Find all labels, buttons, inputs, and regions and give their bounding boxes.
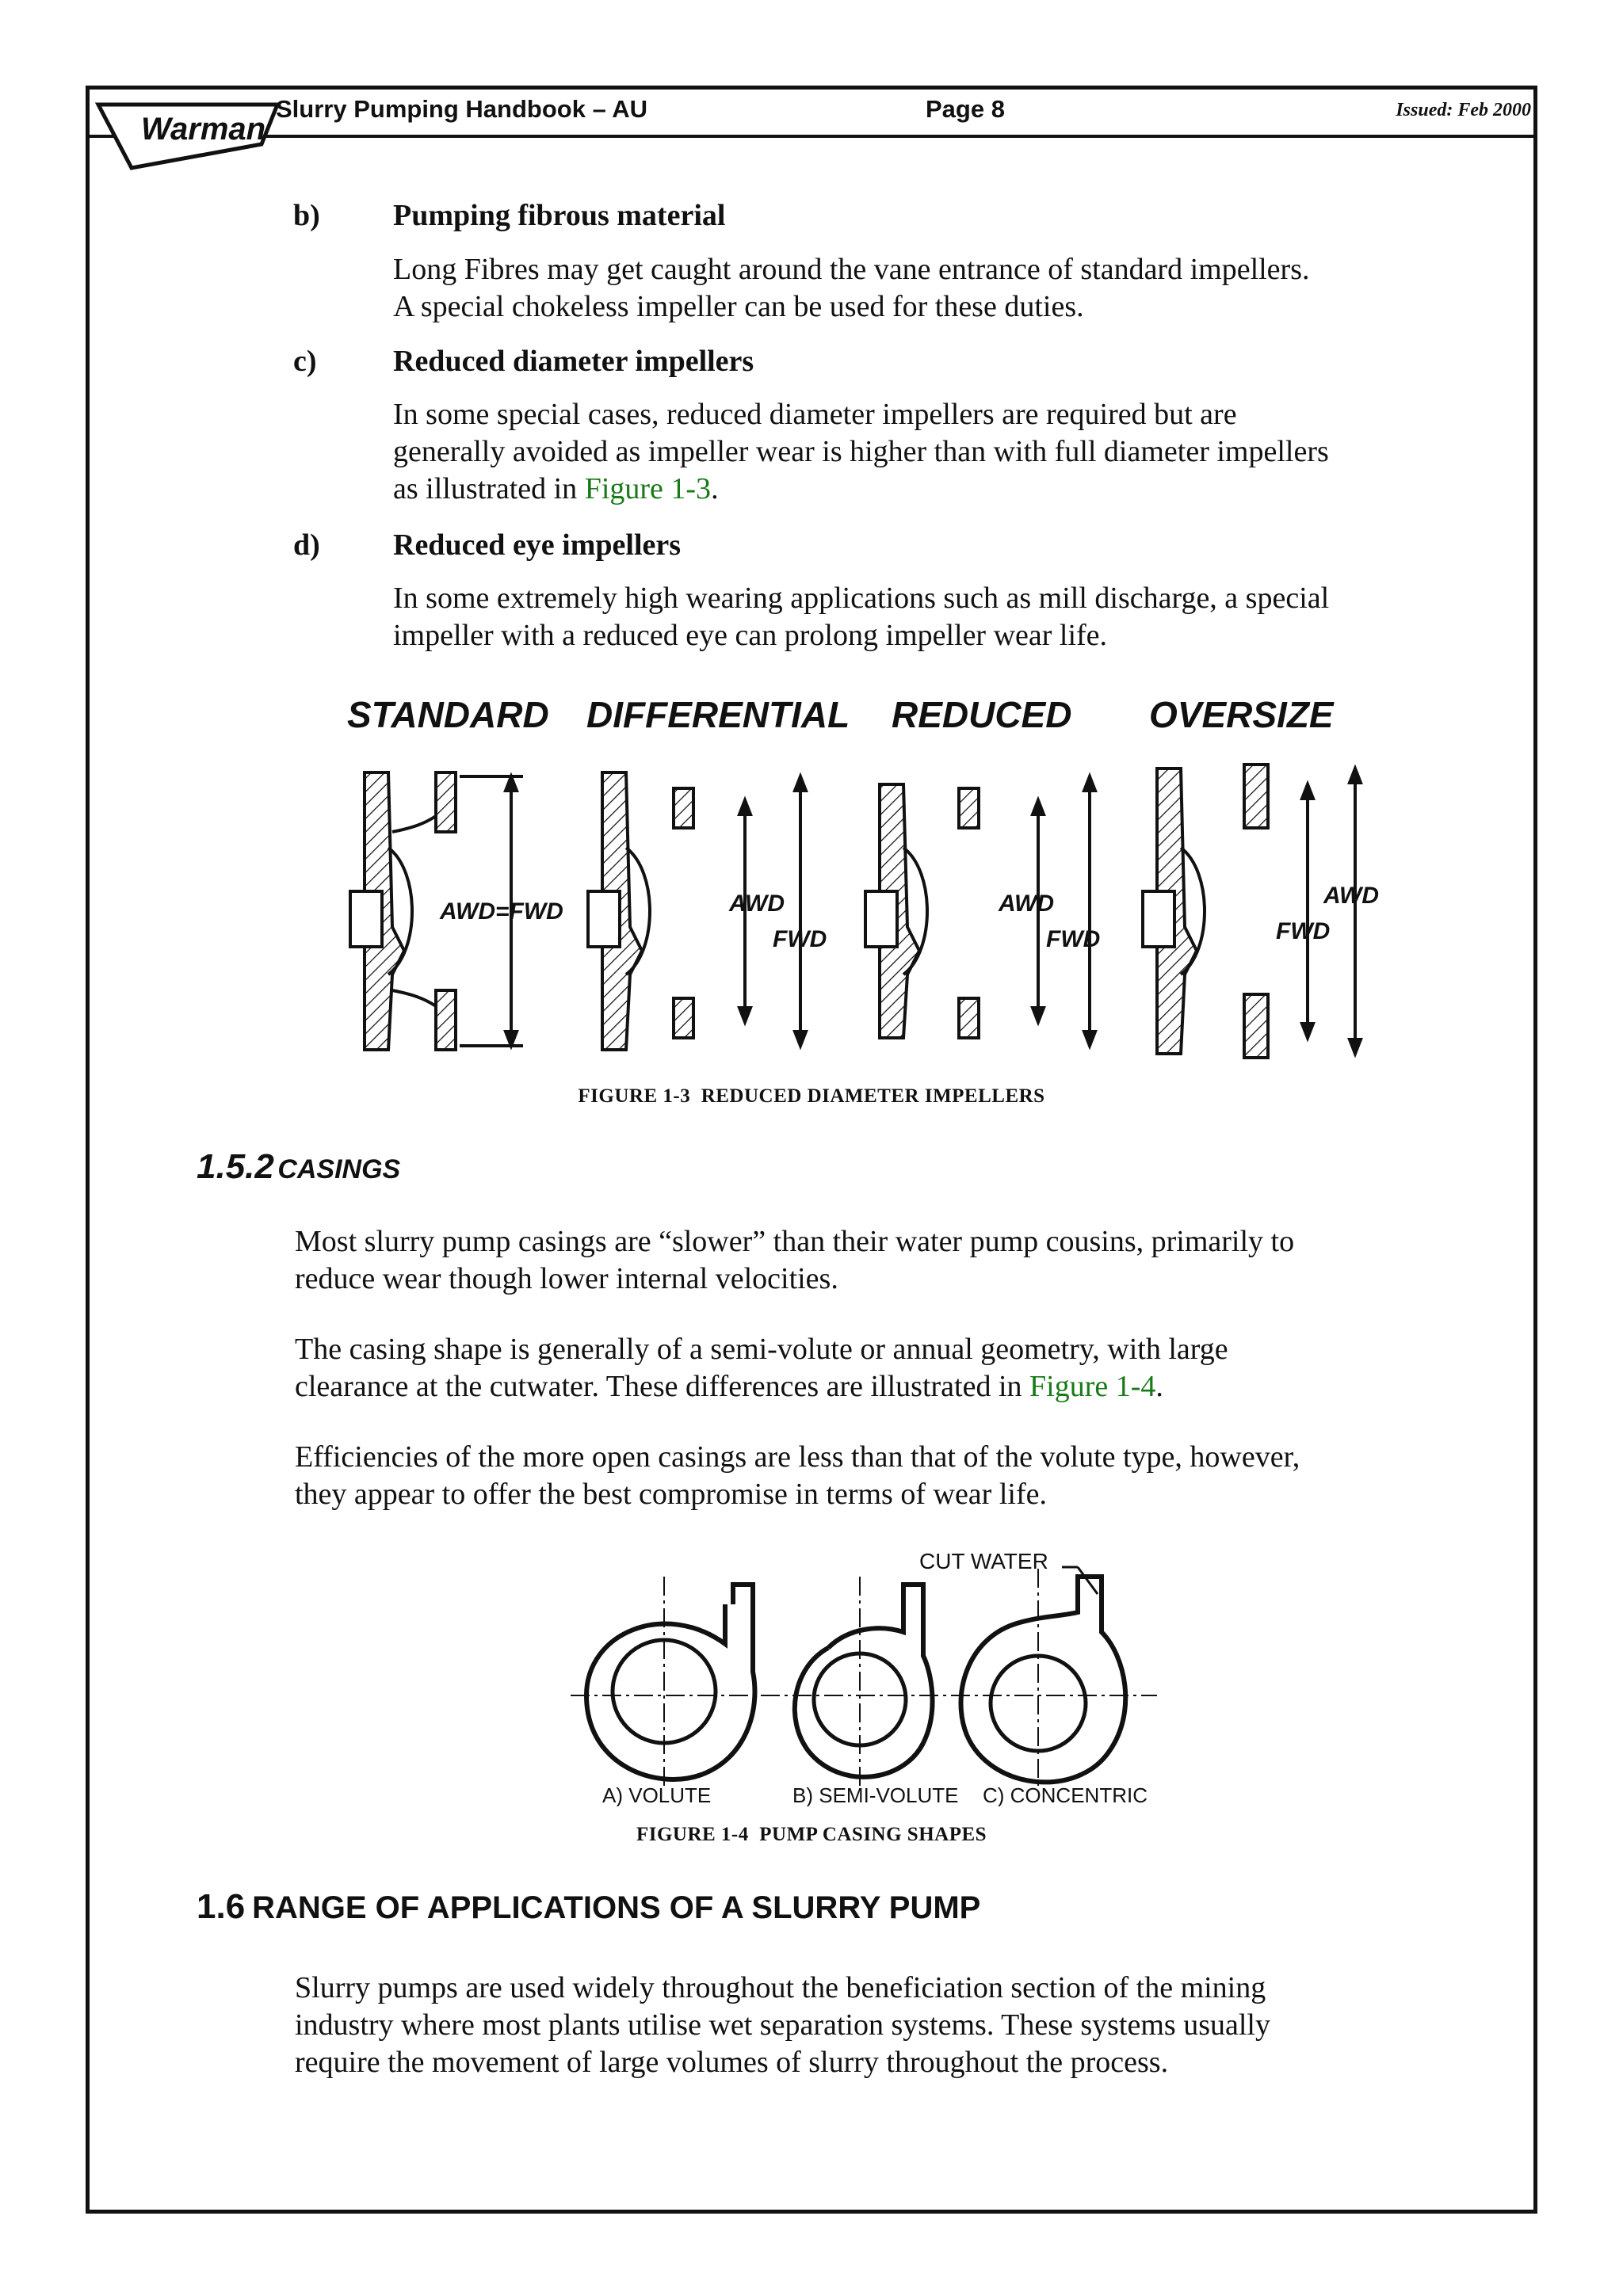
text-line bbox=[295, 1368, 1428, 1405]
text-fragment: as illustrated in bbox=[393, 472, 585, 505]
figure-number: FIGURE 1-4 bbox=[636, 1824, 749, 1845]
label-concentric: C) CONCENTRIC bbox=[983, 1783, 1148, 1806]
text-line: Efficiencies of the more open casings are less than that of the volute type, however, bbox=[295, 1440, 1300, 1474]
figure-1-3-drawing bbox=[333, 689, 1395, 1062]
item-text-c bbox=[393, 396, 1428, 508]
page-number: Page 8 bbox=[926, 95, 1005, 123]
text-line: Slurry pumps are used widely throughout the beneficiation section of the mining bbox=[295, 1971, 1266, 2004]
text-fragment: . bbox=[711, 472, 719, 505]
document-title: Slurry Pumping Handbook – AU bbox=[276, 95, 648, 123]
label-standard: STANDARD bbox=[347, 694, 549, 735]
section-heading-1-6 bbox=[197, 1887, 980, 1927]
dim-standard: AWD=FWD bbox=[440, 898, 563, 925]
casings-paragraph-1 bbox=[295, 1223, 1428, 1298]
impeller-oversize bbox=[1143, 765, 1361, 1058]
text-fragment: . bbox=[1155, 1370, 1163, 1403]
text-line: In some special cases, reduced diameter impellers are required but are bbox=[393, 398, 1237, 431]
text-line: Long Fibres may get caught around the vane entrance of standard impellers. bbox=[393, 253, 1310, 286]
label-semi-volute: B) SEMI-VOLUTE bbox=[792, 1783, 959, 1806]
page-header bbox=[86, 86, 1537, 138]
dim-fwd: FWD bbox=[1276, 918, 1331, 944]
cut-water-label: CUT WATER bbox=[919, 1549, 1048, 1573]
applications-paragraph bbox=[295, 1970, 1428, 2081]
dim-fwd: FWD bbox=[773, 926, 827, 952]
dim-fwd: FWD bbox=[1046, 926, 1101, 952]
text-line: Most slurry pump casings are “slower” than their water pump cousins, primarily to bbox=[295, 1225, 1295, 1258]
label-reduced: REDUCED bbox=[892, 694, 1072, 735]
section-title: RANGE OF APPLICATIONS OF A SLURRY PUMP bbox=[252, 1890, 981, 1925]
figure-1-3-caption bbox=[0, 1085, 1623, 1108]
figure-number: FIGURE 1-3 bbox=[578, 1085, 691, 1107]
figure-1-3-link[interactable]: Figure 1-3 bbox=[584, 472, 712, 505]
figure-1-4-link[interactable]: Figure 1-4 bbox=[1029, 1370, 1156, 1403]
text-line: In some extremely high wearing applications such as mill discharge, a special bbox=[393, 582, 1330, 615]
item-letter-d: d) bbox=[293, 528, 320, 562]
casing-semi-volute bbox=[795, 1585, 933, 1777]
text-line: they appear to offer the best compromise in terms of wear life. bbox=[295, 1478, 1047, 1511]
section-number: 1.6 bbox=[197, 1887, 246, 1926]
item-text-d bbox=[393, 580, 1428, 654]
item-title-b: Pumping fibrous material bbox=[393, 199, 726, 232]
text-line: The casing shape is generally of a semi-volute or annual geometry, with large bbox=[295, 1333, 1228, 1366]
text-line: impeller with a reduced eye can prolong impeller wear life. bbox=[393, 619, 1108, 652]
dim-awd: AWD bbox=[729, 891, 785, 917]
item-title-d: Reduced eye impellers bbox=[393, 528, 682, 562]
section-number: 1.5.2 bbox=[197, 1147, 274, 1186]
dim-awd: AWD bbox=[999, 891, 1054, 917]
casings-paragraph-2 bbox=[295, 1331, 1428, 1405]
label-oversize: OVERSIZE bbox=[1149, 694, 1334, 735]
svg-text:Warman: Warman bbox=[141, 112, 266, 147]
item-title-c: Reduced diameter impellers bbox=[393, 345, 754, 378]
text-line: A special chokeless impeller can be used for these duties. bbox=[393, 290, 1084, 323]
impeller-reduced bbox=[865, 776, 1095, 1046]
text-line: reduce wear though lower internal velocities. bbox=[295, 1262, 838, 1295]
casings-paragraph-3 bbox=[295, 1439, 1428, 1513]
section-heading-1-5-2 bbox=[197, 1147, 400, 1187]
figure-1-4-drawing bbox=[571, 1537, 1173, 1806]
dim-awd: AWD bbox=[1323, 883, 1379, 909]
casing-volute bbox=[586, 1585, 754, 1779]
casing-concentric bbox=[961, 1577, 1126, 1782]
text-line bbox=[393, 471, 1428, 508]
text-line: generally avoided as impeller wear is higher than with full diameter impellers bbox=[393, 435, 1329, 468]
label-volute: A) VOLUTE bbox=[602, 1783, 712, 1806]
figure-1-4-caption bbox=[0, 1824, 1623, 1846]
figure-title: REDUCED DIAMETER IMPELLERS bbox=[701, 1085, 1045, 1107]
item-text-b bbox=[393, 251, 1428, 326]
label-differential: DIFFERENTIAL bbox=[586, 694, 850, 735]
figure-title: PUMP CASING SHAPES bbox=[759, 1824, 987, 1845]
issue-date: Issued: Feb 2000 bbox=[1396, 100, 1531, 120]
text-line: industry where most plants utilise wet separation systems. These systems usually bbox=[295, 2008, 1270, 2042]
text-line: require the movement of large volumes of slurry throughout the process. bbox=[295, 2046, 1169, 2079]
item-letter-b: b) bbox=[293, 199, 320, 232]
warman-logo bbox=[94, 95, 282, 179]
section-title: CASINGS bbox=[277, 1154, 401, 1184]
item-letter-c: c) bbox=[293, 345, 317, 378]
text-fragment: clearance at the cutwater. These differences are illustrated in bbox=[295, 1370, 1030, 1403]
